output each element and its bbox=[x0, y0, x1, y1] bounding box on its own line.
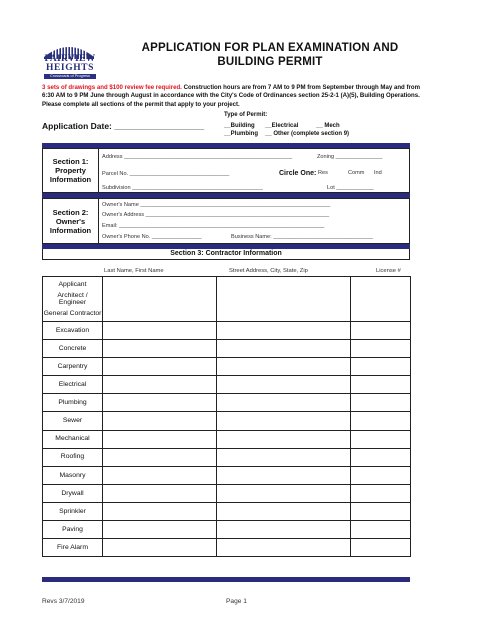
contractor-name-cell[interactable] bbox=[103, 521, 217, 539]
permit-electrical-option[interactable]: __Electrical bbox=[265, 123, 299, 129]
contractor-type-text: Applicant bbox=[58, 281, 87, 288]
contractor-license-cell[interactable] bbox=[351, 484, 411, 502]
table-row bbox=[43, 430, 411, 448]
contractor-type-label bbox=[43, 394, 103, 412]
contractor-type-label bbox=[43, 521, 103, 539]
contractor-type-label bbox=[43, 430, 103, 448]
page-number: Page 1 bbox=[226, 598, 247, 605]
contractor-address-cell[interactable] bbox=[217, 502, 351, 520]
contractor-address-cell[interactable] bbox=[217, 466, 351, 484]
section3-title: Section 3: Contractor Information bbox=[42, 249, 410, 260]
contractor-type-text: Electrical bbox=[58, 381, 87, 389]
owner-email-field[interactable]: Email: __________________________________________________________________ bbox=[102, 223, 325, 229]
contractor-name-cell[interactable] bbox=[103, 484, 217, 502]
contractor-name-cell[interactable] bbox=[103, 394, 217, 412]
contractor-address-cell[interactable] bbox=[217, 358, 351, 376]
lot-field[interactable]: Lot ____________ bbox=[327, 185, 374, 191]
contractor-name-cell[interactable] bbox=[103, 340, 217, 358]
table-row bbox=[43, 277, 411, 322]
permit-other-option[interactable]: __ Other (complete section 9) bbox=[265, 131, 350, 137]
contractor-license-cell[interactable] bbox=[351, 502, 411, 520]
logo-text-heights: HEIGHTS bbox=[45, 63, 95, 73]
contractor-license-cell[interactable] bbox=[351, 358, 411, 376]
col-header-address: Street Address, City, State, Zip bbox=[229, 268, 308, 274]
contractor-license-cell[interactable] bbox=[351, 322, 411, 340]
contractor-name-cell[interactable] bbox=[103, 412, 217, 430]
table-row bbox=[43, 521, 411, 539]
contractor-type-label bbox=[43, 412, 103, 430]
logo-text-fairview: FAIRVIEW bbox=[44, 54, 96, 64]
contractor-type-text: Sprinkler bbox=[59, 507, 86, 515]
subdivision-field[interactable]: Subdivision __________________________________________ bbox=[102, 185, 263, 191]
contractor-name-cell[interactable] bbox=[103, 322, 217, 340]
permit-mech-option[interactable]: __ Mech bbox=[316, 123, 340, 129]
notice-required: 3 sets of drawings and $100 review fee required. bbox=[42, 84, 182, 91]
col-header-license: License # bbox=[376, 268, 401, 274]
contractor-license-cell[interactable] bbox=[351, 376, 411, 394]
notice-text bbox=[42, 84, 422, 109]
circle-one-label: Circle One: bbox=[279, 170, 317, 177]
contractor-license-cell[interactable] bbox=[351, 412, 411, 430]
contractor-table bbox=[42, 276, 411, 557]
contractor-type-label bbox=[43, 502, 103, 520]
contractor-type-text: Mechanical bbox=[55, 435, 90, 443]
contractor-address-cell[interactable] bbox=[217, 430, 351, 448]
contractor-address-cell[interactable] bbox=[217, 376, 351, 394]
table-row bbox=[43, 340, 411, 358]
contractor-address-cell[interactable] bbox=[217, 448, 351, 466]
contractor-license-cell[interactable] bbox=[351, 277, 411, 322]
contractor-name-cell[interactable] bbox=[103, 502, 217, 520]
contractor-address-cell[interactable] bbox=[217, 412, 351, 430]
table-row bbox=[43, 412, 411, 430]
contractor-name-cell[interactable] bbox=[103, 277, 217, 322]
contractor-address-cell[interactable] bbox=[217, 322, 351, 340]
table-row bbox=[43, 358, 411, 376]
contractor-name-cell[interactable] bbox=[103, 539, 217, 557]
contractor-license-cell[interactable] bbox=[351, 539, 411, 557]
contractor-name-cell[interactable] bbox=[103, 448, 217, 466]
section3-bottom-bar bbox=[42, 577, 410, 582]
table-row bbox=[43, 394, 411, 412]
contractor-type-text: Masonry bbox=[59, 471, 86, 479]
logo-tagline: Crossroads of Progress bbox=[44, 74, 96, 79]
application-date-field[interactable]: Application Date: ___________________ bbox=[42, 121, 205, 131]
contractor-type-text: Roofing bbox=[60, 453, 85, 461]
contractor-address-cell[interactable] bbox=[217, 394, 351, 412]
owner-phone-field[interactable]: Owner's Phone No. ________________ bbox=[102, 234, 202, 240]
contractor-license-cell[interactable] bbox=[351, 521, 411, 539]
contractor-type-label bbox=[43, 484, 103, 502]
contractor-name-cell[interactable] bbox=[103, 376, 217, 394]
table-row bbox=[43, 502, 411, 520]
col-header-name: Last Name, First Name bbox=[104, 268, 164, 274]
section2-label: Section 2: Owner's Information bbox=[43, 199, 99, 243]
contractor-address-cell[interactable] bbox=[217, 277, 351, 322]
revision-date: Revs 3/7/2019 bbox=[42, 598, 85, 605]
contractor-type-text: Drywall bbox=[61, 489, 84, 497]
table-row bbox=[43, 484, 411, 502]
permit-building-option[interactable]: __Building bbox=[224, 123, 255, 129]
contractor-type-label bbox=[43, 466, 103, 484]
contractor-type-text: Carpentry bbox=[57, 362, 88, 370]
contractor-license-cell[interactable] bbox=[351, 448, 411, 466]
owner-address-field[interactable]: Owner's Address ___________________________________________________________ bbox=[102, 212, 330, 218]
type-of-permit-label: Type of Permit: bbox=[224, 112, 268, 118]
contractor-type-label bbox=[43, 539, 103, 557]
table-row bbox=[43, 376, 411, 394]
contractor-license-cell[interactable] bbox=[351, 394, 411, 412]
contractor-type-text: Concrete bbox=[58, 344, 87, 352]
parcel-number-field[interactable]: Parcel No. ________________________________ bbox=[102, 171, 230, 177]
contractor-license-cell[interactable] bbox=[351, 430, 411, 448]
contractor-type-text: Excavation bbox=[55, 326, 90, 334]
contractor-type-text: Plumbing bbox=[58, 399, 87, 407]
contractor-type-text: Fire Alarm bbox=[57, 543, 88, 551]
contractor-type-text: General Contractor bbox=[43, 309, 102, 317]
contractor-type-label bbox=[43, 376, 103, 394]
contractor-type-label bbox=[43, 358, 103, 376]
table-row bbox=[43, 448, 411, 466]
zoning-comm-option[interactable]: Comm bbox=[348, 170, 365, 176]
contractor-license-cell[interactable] bbox=[351, 466, 411, 484]
section2-owner-info bbox=[42, 198, 410, 244]
title-line-1: APPLICATION FOR PLAN EXAMINATION AND bbox=[141, 42, 399, 54]
contractor-address-cell[interactable] bbox=[217, 484, 351, 502]
table-row bbox=[43, 539, 411, 557]
contractor-type-label bbox=[43, 322, 103, 340]
zoning-ind-option[interactable]: Ind bbox=[374, 170, 382, 176]
contractor-name-cell[interactable] bbox=[103, 466, 217, 484]
zoning-field[interactable]: Zoning _______________ bbox=[317, 154, 383, 160]
contractor-name-cell[interactable] bbox=[103, 358, 217, 376]
contractor-type-label bbox=[43, 448, 103, 466]
business-name-field[interactable]: Business Name: ________________________________ bbox=[231, 234, 373, 240]
title-line-2: BUILDING PERMIT bbox=[217, 56, 323, 68]
table-row bbox=[43, 322, 411, 340]
contractor-address-cell[interactable] bbox=[217, 539, 351, 557]
zoning-res-option[interactable]: Res bbox=[318, 170, 328, 176]
contractor-type-label bbox=[43, 277, 103, 322]
page-title bbox=[120, 41, 420, 69]
contractor-license-cell[interactable] bbox=[351, 340, 411, 358]
section1-label: Section 1: Property Information bbox=[43, 149, 99, 192]
contractor-address-cell[interactable] bbox=[217, 340, 351, 358]
contractor-type-text: Sewer bbox=[62, 417, 83, 425]
contractor-type-text: Architect / Engineer bbox=[57, 291, 88, 306]
owner-name-field[interactable]: Owner's Name _____________________________________________________________ bbox=[102, 202, 331, 208]
section1-property-info bbox=[42, 148, 410, 193]
contractor-type-text: Paving bbox=[62, 525, 83, 533]
table-row bbox=[43, 466, 411, 484]
property-address-field[interactable]: Address ______________________________________________________ bbox=[102, 154, 293, 160]
contractor-name-cell[interactable] bbox=[103, 430, 217, 448]
contractor-type-label bbox=[43, 340, 103, 358]
contractor-address-cell[interactable] bbox=[217, 521, 351, 539]
permit-plumbing-option[interactable]: __Plumbing bbox=[224, 131, 259, 137]
notice-hours: Construction hours are from 7 AM to 9 PM from September through May and from 6:30 AM to 9 PM June through August in accordance with the City's Code of Ordinances section 25-2-1 (A)(5), Building Operations. Please complete all sections of the permit that apply to your project. bbox=[42, 84, 421, 108]
